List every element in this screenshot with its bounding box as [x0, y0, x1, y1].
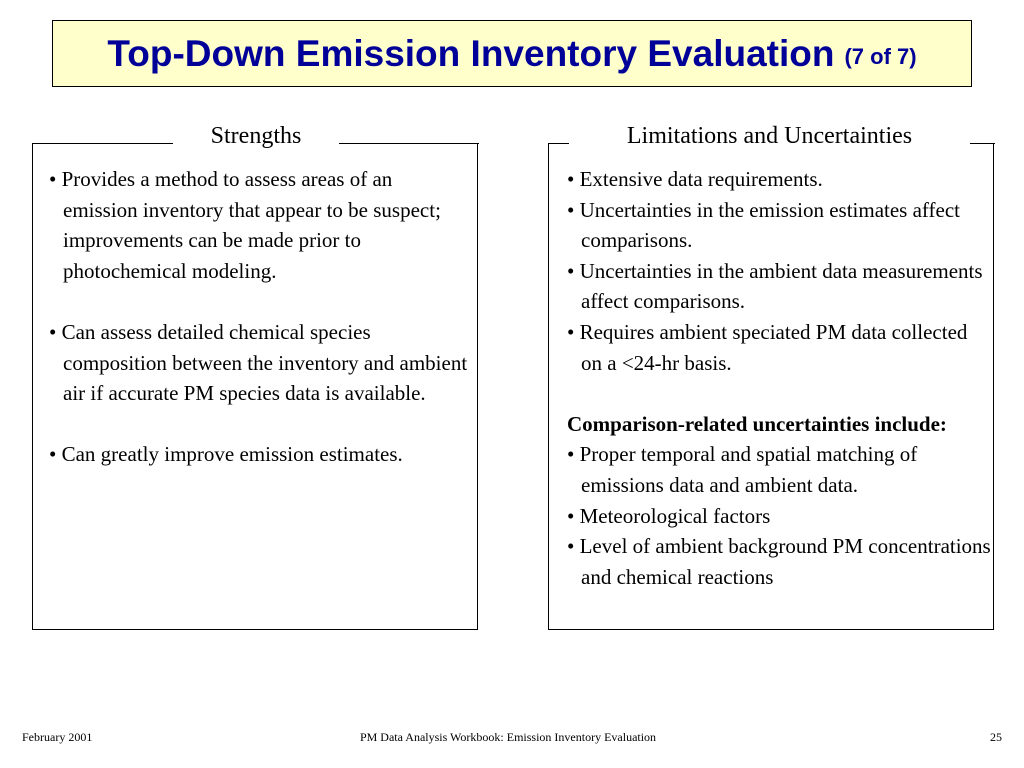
- uncertainty-item: • Meteorological factors: [567, 503, 771, 528]
- strengths-heading: Strengths: [210, 123, 302, 149]
- panel-top-rule-left: [33, 143, 173, 144]
- comparison-subheading: Comparison-related uncertainties include:: [567, 411, 947, 436]
- strengths-panel: [32, 123, 478, 630]
- strengths-list: [49, 164, 469, 470]
- limitation-item: • Extensive data requirements.: [567, 167, 823, 191]
- footer-source: PM Data Analysis Workbook: Emission Inventory Evaluation: [359, 730, 657, 744]
- limitation-item: • Uncertainties in the emission estimates affect comparisons.: [567, 197, 961, 253]
- slide-title-counter: (7 of 7): [844, 43, 917, 69]
- footer-date: February 2001: [22, 730, 93, 744]
- panel-top-rule-right: [970, 143, 995, 144]
- strength-item: • Can assess detailed chemical species composition between the inventory and ambient air if accurate PM species data is available.: [49, 319, 468, 406]
- slide-title: Top-Down Emission Inventory Evaluation: [107, 32, 835, 74]
- limitations-list: [567, 164, 992, 592]
- footer-page-number: 25: [990, 730, 1002, 744]
- strength-item: • Provides a method to assess areas of an emission inventory that appear to be suspect; improvements can be made prior to photochemical modeling.: [49, 167, 441, 283]
- limitation-item: • Requires ambient speciated PM data collected on a <24-hr basis.: [567, 319, 968, 375]
- limitations-panel: [548, 123, 994, 630]
- uncertainty-item: • Level of ambient background PM concentrations and chemical reactions: [567, 534, 991, 589]
- panel-top-rule-left: [549, 143, 569, 144]
- panel-top-rule-right: [339, 143, 479, 144]
- strength-item: • Can greatly improve emission estimates.: [49, 442, 403, 467]
- limitation-item: • Uncertainties in the ambient data measurements affect comparisons.: [567, 258, 983, 314]
- uncertainty-item: • Proper temporal and spatial matching of emissions data and ambient data.: [567, 442, 918, 497]
- title-banner: [52, 20, 972, 87]
- limitations-heading: Limitations and Uncertainties: [626, 123, 913, 149]
